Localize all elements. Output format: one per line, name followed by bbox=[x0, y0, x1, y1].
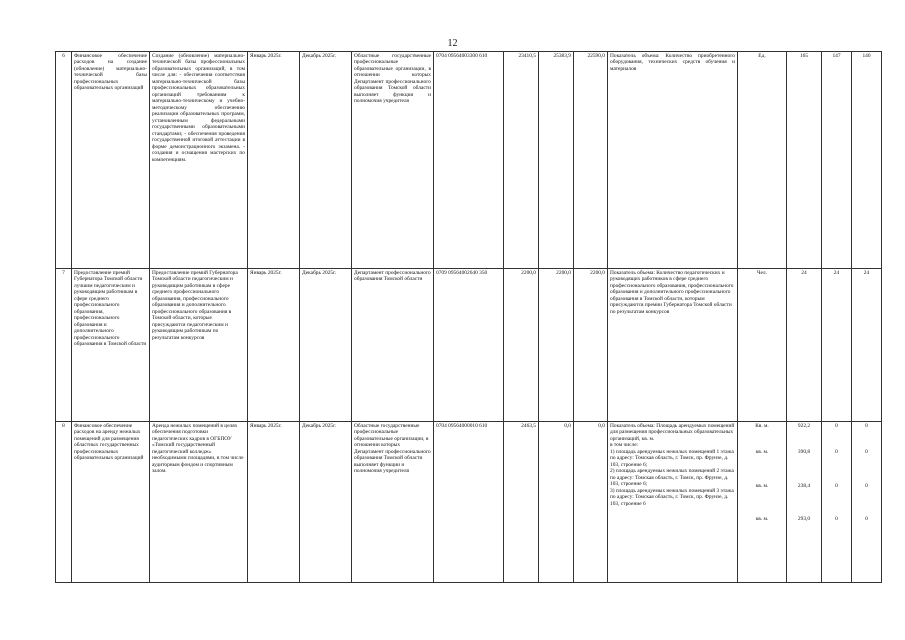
indicator: Показатель объема: Количество педагогических и руководящих работников в сфере среднего профессионального образования, профессионального образования и дополнительного профессионального образования в Томской области, которым присуждаются премии Губернатора Томской области по результатам конкурсов bbox=[608, 269, 738, 422]
indicator-value-3: 140 bbox=[852, 52, 882, 269]
indicator-value-2: 24 bbox=[822, 269, 852, 422]
funding-year-3: 22590,0 bbox=[574, 52, 608, 269]
indicator-value-2-cell bbox=[822, 422, 852, 583]
measure-content: Аренда нежилых помещений в целях обеспечения подготовки педагогических кадров в ОГБПОУ «Томский государственный педагогический колледж» необходимыми площадями, в том числе аудиторным фондом и спортивным залом. bbox=[150, 422, 248, 583]
indicator-value-3: 0 bbox=[865, 449, 868, 456]
indicator-line: 3) площадь арендуемых нежилых помещений 3 этажа по адресу: Томская область, г. Томск, пр. Фрунзе, д. 103, строение 6 bbox=[610, 487, 734, 507]
funding-year-1: 23410,5 bbox=[504, 52, 539, 269]
spacer bbox=[824, 456, 849, 483]
indicator-value-1: 238,4 bbox=[797, 482, 811, 489]
row-number: 8 bbox=[56, 422, 72, 583]
indicator-line: Показатель объема: Площадь арендуемых помещений для размещения профессиональных образовательных организаций, кв. м. bbox=[610, 423, 735, 442]
spacer bbox=[824, 489, 849, 516]
unit-cell bbox=[738, 422, 787, 583]
start-date: Январь 2025г. bbox=[248, 52, 300, 269]
budget-code: 0704 09564003300 610 bbox=[434, 52, 504, 269]
indicator-value-1: 390,8 bbox=[797, 449, 811, 456]
indicator-value-3-cell bbox=[852, 422, 882, 583]
indicator-value-3: 0 bbox=[865, 423, 868, 429]
indicator-value-2: 0 bbox=[835, 516, 838, 523]
funding-year-1: 2200,0 bbox=[504, 269, 539, 422]
page-number: 12 bbox=[447, 38, 458, 49]
indicator-line: в том числе: bbox=[610, 442, 639, 449]
measure-name: Финансовое обеспечение расходов на аренду нежилых помещений для размещения областных государственных профессиональных образовательных организаций bbox=[72, 422, 150, 583]
unit: Чел. bbox=[738, 269, 787, 422]
measure-content: Создание (обновление) материально-технической базы профессиональных образовательных организаций, в том числе для: - обеспечения соответствия материально-технической базы профессиональных образовательных организаций требованиям к материально-техническому и учебно-методическому обеспечению реализации образовательных программ, установленным федеральными государственными образовательными стандартами; - обеспечения проведения государственной итоговой аттестации в форме демонстрационного экзамена. - создания и оснащения мастерских по компетенциям. bbox=[150, 52, 248, 269]
indicator-value-1: 165 bbox=[787, 52, 822, 269]
indicator-value-2: 0 bbox=[835, 482, 838, 489]
table-row bbox=[56, 269, 882, 422]
indicator-value-2: 0 bbox=[835, 423, 838, 429]
row-number: 6 bbox=[56, 52, 72, 269]
spacer bbox=[789, 489, 819, 516]
spacer bbox=[854, 429, 879, 449]
indicator-value-1-cell bbox=[787, 422, 822, 583]
start-date: Январь 2025г. bbox=[248, 269, 300, 422]
measure-content: Предоставление премий Губернатора Томской области педагогическим и руководящим работникам в сфере среднего профессионального образования, профессионального образования и дополнительного профессионального образования в Томской области, которые присуждаются педагогическим и руководящим работникам по результатам конкурсов bbox=[150, 269, 248, 422]
indicator-value-2: 0 bbox=[835, 449, 838, 456]
funding-year-1: 2463,5 bbox=[504, 422, 539, 583]
row-number: 7 bbox=[56, 269, 72, 422]
spacer bbox=[854, 456, 879, 483]
funding-year-2: 2200,0 bbox=[539, 269, 574, 422]
spacer bbox=[789, 456, 819, 483]
indicator-value-2: 147 bbox=[822, 52, 852, 269]
measure-name: Финансовое обеспечение расходов на создание (обновление) материально-технической базы профессиональных образовательных организаций bbox=[72, 52, 150, 269]
indicator-value-1: 24 bbox=[787, 269, 822, 422]
indicator-value-1: 922,2 bbox=[797, 423, 811, 429]
funding-year-3: 2200,0 bbox=[574, 269, 608, 422]
indicator-value-3: 0 bbox=[865, 516, 868, 523]
unit: Ед. bbox=[738, 52, 787, 269]
unit: кв. м. bbox=[755, 482, 769, 489]
spacer bbox=[740, 429, 784, 449]
indicator bbox=[608, 422, 738, 583]
budget-code: 0704 09564000010 610 bbox=[434, 422, 504, 583]
table-row bbox=[56, 422, 882, 583]
start-date: Январь 2025г. bbox=[248, 422, 300, 583]
budget-code: 0709 09564002640 350 bbox=[434, 269, 504, 422]
end-date: Декабрь 2025г. bbox=[300, 422, 352, 583]
spacer bbox=[824, 429, 849, 449]
unit: кв. м. bbox=[755, 449, 769, 456]
executor: Областные государственные профессиональные образовательные организации, в отношении которых Департамент профессионального образования Томской области выполняет функции и полномочия учредителя bbox=[352, 422, 434, 583]
spacer bbox=[789, 429, 819, 449]
funding-year-3: 0,0 bbox=[574, 422, 608, 583]
spacer bbox=[740, 456, 784, 483]
indicator-line: 1) площадь арендуемых нежилых помещений 1 этажа по адресу: Томская область, г. Томск, пр. Фрунзе, д. 103, строение 6; bbox=[610, 448, 734, 468]
unit: Кв. м. bbox=[755, 423, 769, 429]
executor: Областные государственные профессиональные образовательные организации, в отношении которых Департамент профессионального образования Томской области выполняет функции и полномочия учредителя bbox=[352, 52, 434, 269]
indicator-line: 2) площадь арендуемых нежилых помещений 2 этажа по адресу: Томская область, г. Томск, пр. Фрунзе, д. 103, строение 6; bbox=[610, 468, 734, 488]
indicator-value-3: 0 bbox=[865, 482, 868, 489]
spacer bbox=[740, 489, 784, 516]
end-date: Декабрь 2025г. bbox=[300, 52, 352, 269]
spacer bbox=[854, 489, 879, 516]
indicator: Показатель объема: Количество приобретенного оборудования, технических средств обучения и материалов bbox=[608, 52, 738, 269]
end-date: Декабрь 2025г. bbox=[300, 269, 352, 422]
unit: кв. м. bbox=[755, 516, 769, 523]
budget-table bbox=[55, 51, 882, 583]
indicator-value-3: 24 bbox=[852, 269, 882, 422]
measure-name: Предоставление премий Губернатора Томской области лучшим педагогическим и руководящим работникам в сфере среднего профессионального образования, профессионального образования и дополнительного профессионального образования в Томской области bbox=[72, 269, 150, 422]
funding-year-2: 25383,9 bbox=[539, 52, 574, 269]
indicator-value-1: 293,0 bbox=[797, 516, 811, 523]
funding-year-2: 0,0 bbox=[539, 422, 574, 583]
executor: Департамент профессионального образования Томской области bbox=[352, 269, 434, 422]
table-row bbox=[56, 52, 882, 269]
